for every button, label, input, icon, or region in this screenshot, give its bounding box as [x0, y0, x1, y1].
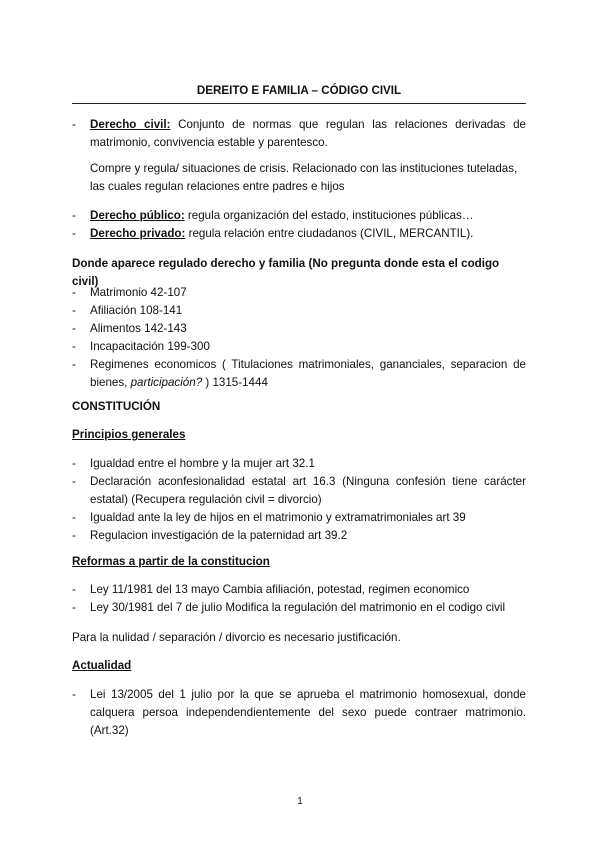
def-derecho-publico: regula organización del estado, instituciones públicas…	[184, 209, 474, 222]
actualidad-heading: Actualidad	[72, 659, 132, 672]
list-item-text: Incapacitación 199-300	[90, 340, 210, 353]
document-title: DEREITO E FAMILIA – CÓDIGO CIVIL	[196, 84, 402, 97]
list-item	[72, 338, 526, 356]
term-derecho-publico: Derecho público:	[90, 209, 185, 222]
list-item	[72, 473, 526, 509]
dash-bullet: -	[72, 286, 76, 299]
italic-text: participación?	[130, 376, 203, 389]
list-item-text: Ley 11/1981 del 13 mayo Cambia afiliación, potestad, regimen economico	[90, 583, 470, 596]
list-item	[72, 320, 526, 338]
list-item	[72, 284, 526, 302]
list-item-text: ) 1315-1444	[202, 376, 268, 389]
list-item-text: Matrimonio 42-107	[90, 286, 187, 299]
constitucion-heading: CONSTITUCIÓN	[72, 400, 161, 413]
dash-bullet: -	[72, 304, 76, 317]
list-item	[72, 599, 526, 617]
list-item-text: Afiliación 108-141	[90, 304, 183, 317]
list-item-text: Lei 13/2005 del 1 julio por la que se aprueba el matrimonio homosexual, donde calquera persoa independendientemente del sexo puede contraer matrimonio. (Art.32)	[90, 688, 526, 737]
dash-bullet: -	[72, 209, 76, 222]
list-item	[72, 581, 526, 599]
list-item-derecho-civil	[72, 116, 526, 152]
list-item	[72, 302, 526, 320]
nulidad-paragraph: Para la nulidad / separación / divorcio es necesario justificación.	[72, 631, 401, 644]
list-item-derecho-privado	[72, 225, 526, 243]
def-derecho-privado: regula relación entre ciudadanos (CIVIL, MERCANTIL).	[185, 227, 474, 240]
page-number: 1	[297, 796, 303, 807]
dash-bullet: -	[72, 688, 76, 701]
list-item	[72, 509, 526, 527]
def-derecho-civil: Conjunto de normas que regulan las relaciones derivadas de matrimonio, convivencia estable y parentesco.	[90, 118, 526, 149]
list-item-text: Declaración aconfesionalidad estatal art 16.3 (Ninguna confesión tiene carácter estatal) (Recupera regulación civil = divorcio)	[90, 475, 526, 506]
title-rule	[72, 103, 526, 104]
list-item-text: Regimenes economicos ( Titulaciones matrimoniales, gananciales, separacion de bienes,	[90, 358, 526, 389]
dash-bullet: -	[72, 529, 76, 542]
list-item-text: Alimentos 142-143	[90, 322, 187, 335]
list-item-text: Igualdad entre el hombre y la mujer art 32.1	[90, 457, 315, 470]
term-derecho-civil: Derecho civil:	[90, 118, 171, 131]
reformas-heading: Reformas a partir de la constitucion	[72, 555, 270, 568]
derecho-civil-extra: Compre y regula/ situaciones de crisis. Relacionado con las instituciones tuteladas, las cuales regulan relaciones entre padres e hijos	[90, 162, 518, 193]
dash-bullet: -	[72, 601, 76, 614]
principios-heading: Principios generales	[72, 428, 186, 441]
dash-bullet: -	[72, 511, 76, 524]
regulado-heading: Donde aparece regulado derecho y familia (No pregunta donde esta el codigo civil)	[72, 257, 500, 288]
list-item-text: Igualdad ante la ley de hijos en el matrimonio y extramatrimoniales art 39	[90, 511, 466, 524]
list-item	[72, 686, 526, 740]
dash-bullet: -	[72, 583, 76, 596]
dash-bullet: -	[72, 118, 76, 131]
list-item-text: Regulacion investigación de la paternidad art 39.2	[90, 529, 348, 542]
dash-bullet: -	[72, 322, 76, 335]
dash-bullet: -	[72, 475, 76, 488]
dash-bullet: -	[72, 340, 76, 353]
term-derecho-privado: Derecho privado:	[90, 227, 186, 240]
dash-bullet: -	[72, 457, 76, 470]
dash-bullet: -	[72, 227, 76, 240]
dash-bullet: -	[72, 358, 76, 371]
list-item-regimenes	[72, 356, 526, 392]
list-item	[72, 455, 526, 473]
list-item-derecho-publico	[72, 207, 526, 225]
list-item	[72, 527, 526, 545]
list-item-text: Ley 30/1981 del 7 de julio Modifica la regulación del matrimonio en el codigo civil	[90, 601, 506, 614]
